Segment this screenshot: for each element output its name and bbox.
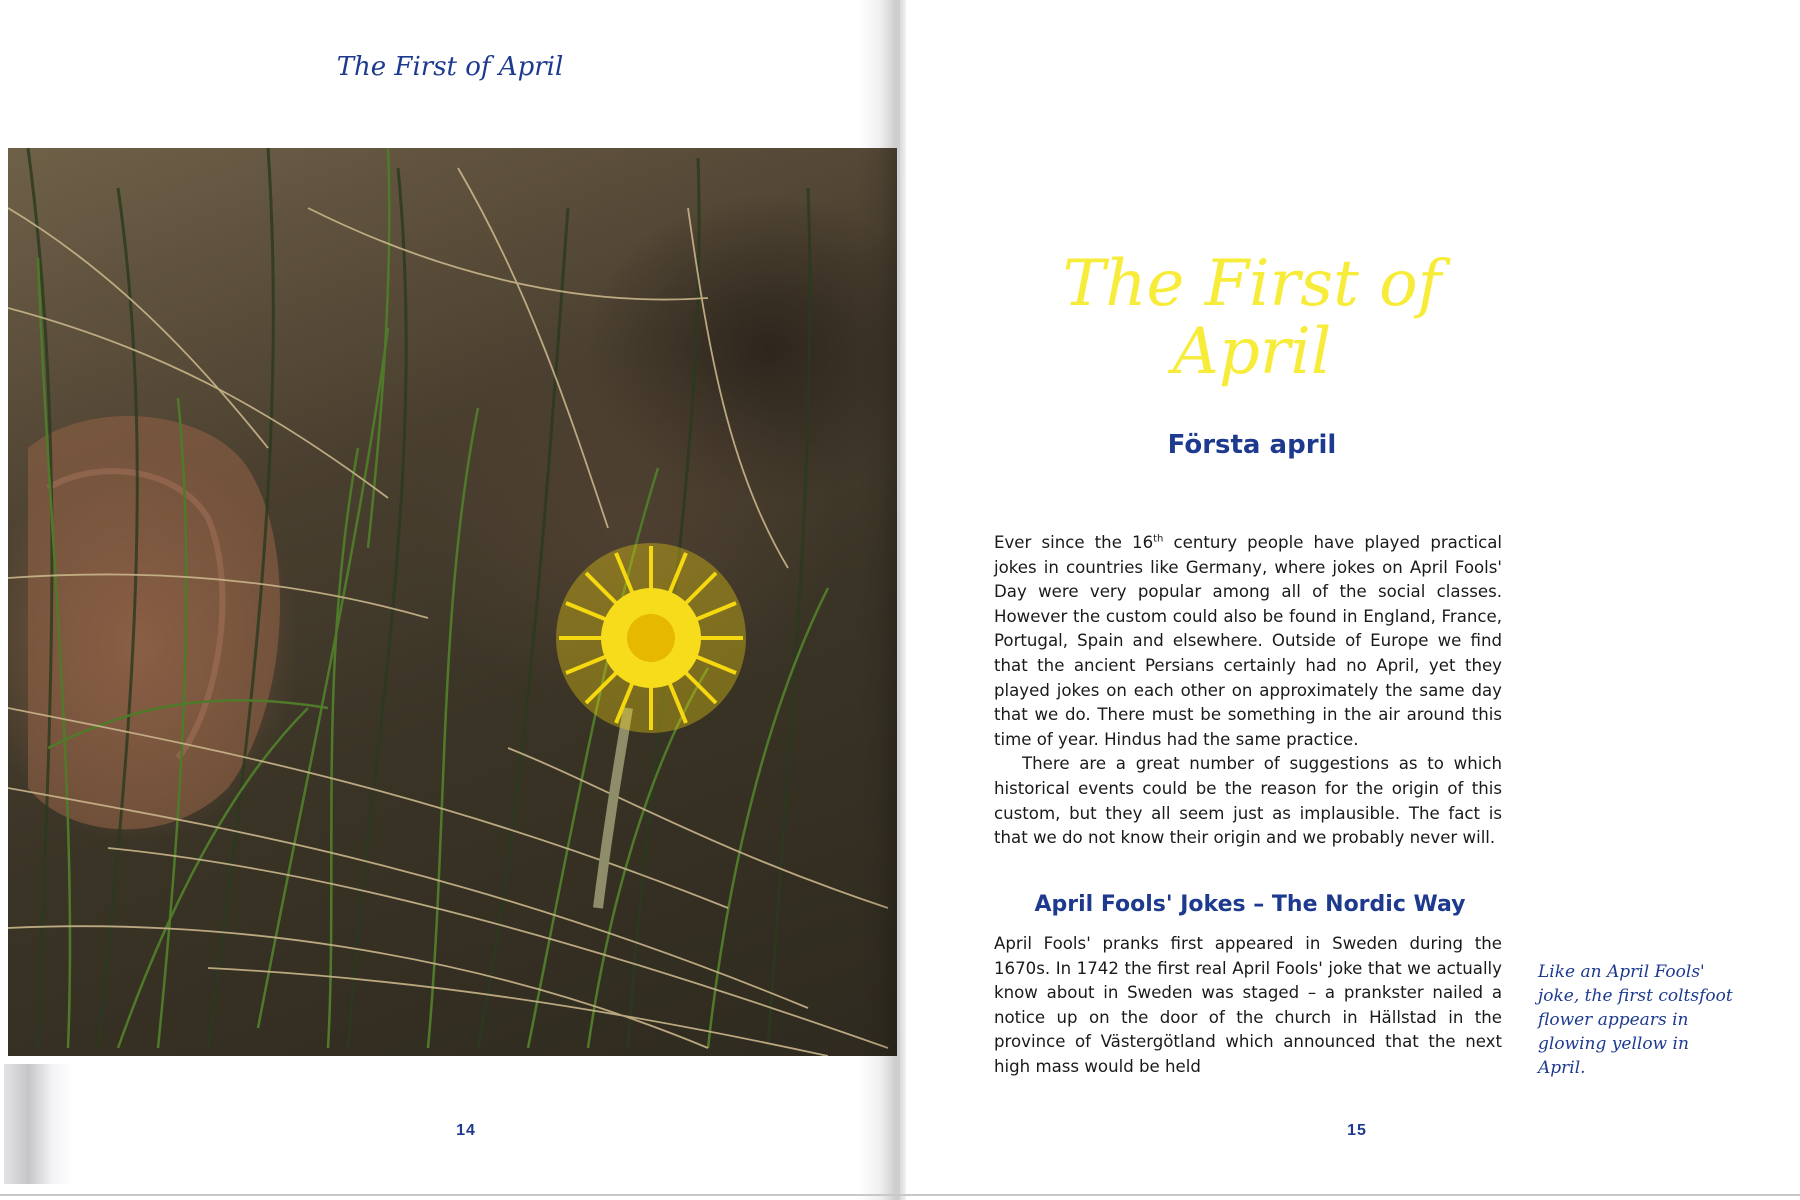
- photo-caption: Like an April Fools' joke, the first coltsfoot flower appears in glowing yellow in April.: [1538, 962, 1733, 1078]
- running-head: The First of April: [336, 52, 564, 82]
- page-curl: [4, 1064, 74, 1184]
- superscript: th: [1153, 533, 1164, 545]
- paragraph-text: century people have played practical jokes in countries like Germany, where jokes on April Fools' Day were very popular among all of the social classes. However the custom could also be found in England, France, Portugal, Spain and elsewhere. Outside of Europe we find that the ancient Persians certainly had no April, yet they played jokes on each other on approximately the same day that we do. There must be something in the air around this time of year. Hindus had the same practice.: [994, 533, 1502, 749]
- paragraph: [994, 531, 1502, 752]
- paragraph-text: Ever since the 16: [994, 533, 1154, 552]
- page-number-right: 15: [1347, 1122, 1367, 1139]
- page-number-left: 14: [456, 1122, 476, 1139]
- body-text: [994, 531, 1502, 851]
- photo-illustration: [8, 148, 898, 1056]
- paragraph: There are a great number of suggestions as to which historical events could be the reason for the origin of this custom, but they all seem just as implausible. The fact is that we do not know their origin and we probably never will.: [994, 754, 1502, 848]
- section-body-text: [994, 932, 1502, 1080]
- book-gutter: [897, 0, 900, 1200]
- coltsfoot-flower: [556, 543, 746, 733]
- chapter-subtitle: Första april: [1167, 430, 1337, 460]
- chapter-title: The First of April: [1062, 247, 1442, 389]
- paragraph: April Fools' pranks first appeared in Sweden during the 1670s. In 1742 the first real April Fools' joke that we actually know about in Sweden was staged – a prankster nailed a notice up on the door of the church in Hällstad in the province of Västergötland which announced that the next high mass would be held: [994, 934, 1502, 1076]
- coltsfoot-photo: [8, 148, 898, 1056]
- page-bottom-edge: [0, 1194, 1800, 1196]
- section-heading: April Fools' Jokes – The Nordic Way: [1034, 892, 1466, 917]
